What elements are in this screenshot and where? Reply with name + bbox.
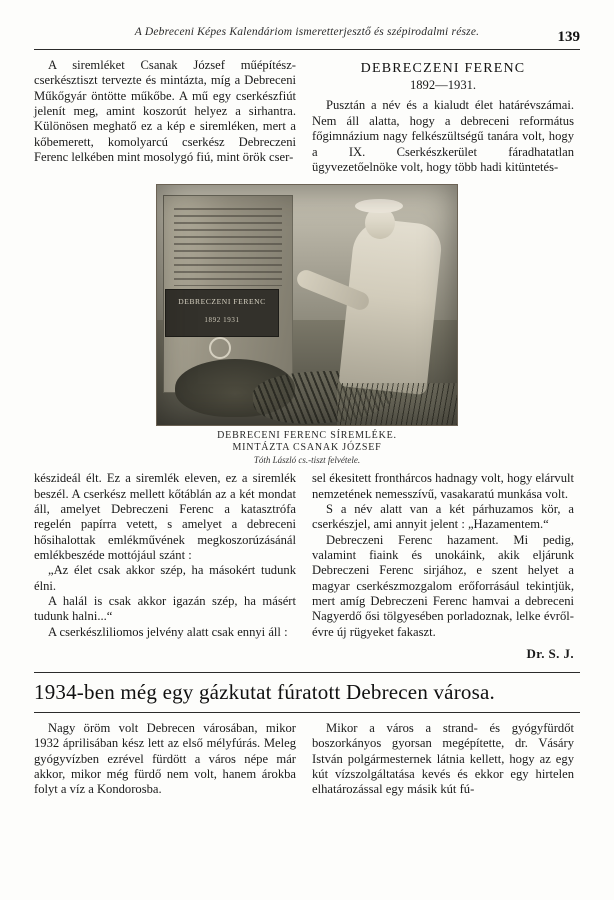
section-right-column xyxy=(312,721,574,799)
section-divider-bottom xyxy=(34,712,580,713)
top-columns xyxy=(34,58,580,176)
paragraph: Debreczeni Ferenc hazament. Mi pedig, valamint fiaink és unokáink, akik eljárunk Debreczeni Ferenc sirjához, e szent helyet a magyar cserkészmozgalom erőforrásául tekintjük, mert amíg Debreczeni Ferenc hamvai a debreceni Nagyerdő ősi tölgyesében porladoznak, lelke évről-évre új rügyeket fakaszt. xyxy=(312,532,574,639)
bottom-right-column xyxy=(312,471,574,662)
paragraph: sel ékesitett fronthárcos hadnagy volt, hogy elárvult nemzetének nemesszívű, vasakaratú munkása volt. xyxy=(312,471,574,501)
top-left-column xyxy=(34,58,296,167)
bottom-columns xyxy=(34,471,580,662)
paragraph: A siremléket Csanak József műépítész-cserkésztiszt tervezte és mintázta, míg a Debreceni Műkőgyár öntötte műkőbe. A mű egy cserkészfiút jelenít meg, amint koszorút helyez a sirhantra. Különösen meghatő ez a kép e siremléken, mert a kőbemerett, komolyarcú cserkész Debreczeni Ferenc lelkében mint mosolygó fiú, mint örök cser- xyxy=(34,58,296,165)
paragraph: A cserkészliliomos jelvény alatt csak ennyi áll : xyxy=(48,624,288,639)
plaque-years: 1892 1931 xyxy=(204,316,240,325)
section-left-column xyxy=(34,721,296,799)
section-title: 1934-ben még egy gázkutat fúratott Debrecen városa. xyxy=(34,680,495,705)
page-number: 139 xyxy=(557,29,580,45)
running-head xyxy=(34,26,580,46)
section-columns xyxy=(34,721,580,799)
figure-caption-line2: MINTÁZTA CSANAK JÓZSEF xyxy=(232,442,382,454)
top-right-column xyxy=(312,58,574,176)
figure-caption-line1: DEBRECENI FERENC SÍREMLÉKE. xyxy=(217,430,397,442)
paragraph: készideál élt. Ez a siremlék eleven, ez a siremlék beszél. A cserkész mellett kőtáblán az a két mondat áll, amelyet Debreczeni Ferenc a katasztrófa regelén papírra vetett, s amelyet a debreceni hősihalottak emlékművének megkoszorúzásánál emlékbeszéde mottójául szánt : xyxy=(34,471,296,563)
paragraph: S a név alatt van a két párhuzamos kör, a cserkészjel, ami annyit jelent : „Hazamentem.“ xyxy=(312,501,574,532)
header-divider xyxy=(34,49,580,50)
running-head-title: A Debreceni Képes Kalendáriom ismeretterjesztő és szépirodalmi része. xyxy=(134,26,480,38)
bottom-left-column xyxy=(34,471,296,640)
section-divider-top xyxy=(34,672,580,673)
photo-vignette xyxy=(157,185,457,425)
obituary-dates: 1892—1931. xyxy=(409,78,477,93)
figure-credit: Tóth László cs.-tiszt felvétele. xyxy=(253,455,361,466)
paragraph: Pusztán a név és a kialudt élet határévszámai. Nem áll alatta, hogy a debreceni református főgimnázium nagy felkészültségű tanára volt, hogy a IX. Cserkészkerület fáradhatatlan ügyvezetőelnöke volt, hogy több hadi kitüntetés- xyxy=(312,98,574,174)
obituary-heading: DEBRECZENI FERENC xyxy=(360,61,526,76)
figure-grave-monument xyxy=(34,184,580,465)
plaque-name: DEBRECZENI FERENC xyxy=(178,297,266,307)
quote-line-2: A halál is csak akkor igazán szép, ha másért tudunk halni...“ xyxy=(34,594,296,624)
paragraph: Nagy öröm volt Debrecen városában, mikor 1932 áprilisában kész lett az első mélyfúrás. Meleg gyógyvízben ezrével fürdött a város népe már akkor, mikor még fürdő nem volt, hanem árokba folyt a víz a Kondorosba. xyxy=(34,721,296,797)
paragraph: Mikor a város a strand- és gyógyfürdőt boszorkányos gyorsan megépítette, dr. Vásáry István polgármesternek látnia kellett, hogy az egy kút vízszolgáltatása kevés és ekkor egy hirtelen elhatározással egy másik kút fú- xyxy=(312,721,574,797)
quote-line-1: „Az élet csak akkor szép, ha másokért tudunk élni. xyxy=(34,563,296,593)
photo-image xyxy=(156,184,458,426)
author-signature: Dr. S. J. xyxy=(526,646,574,662)
